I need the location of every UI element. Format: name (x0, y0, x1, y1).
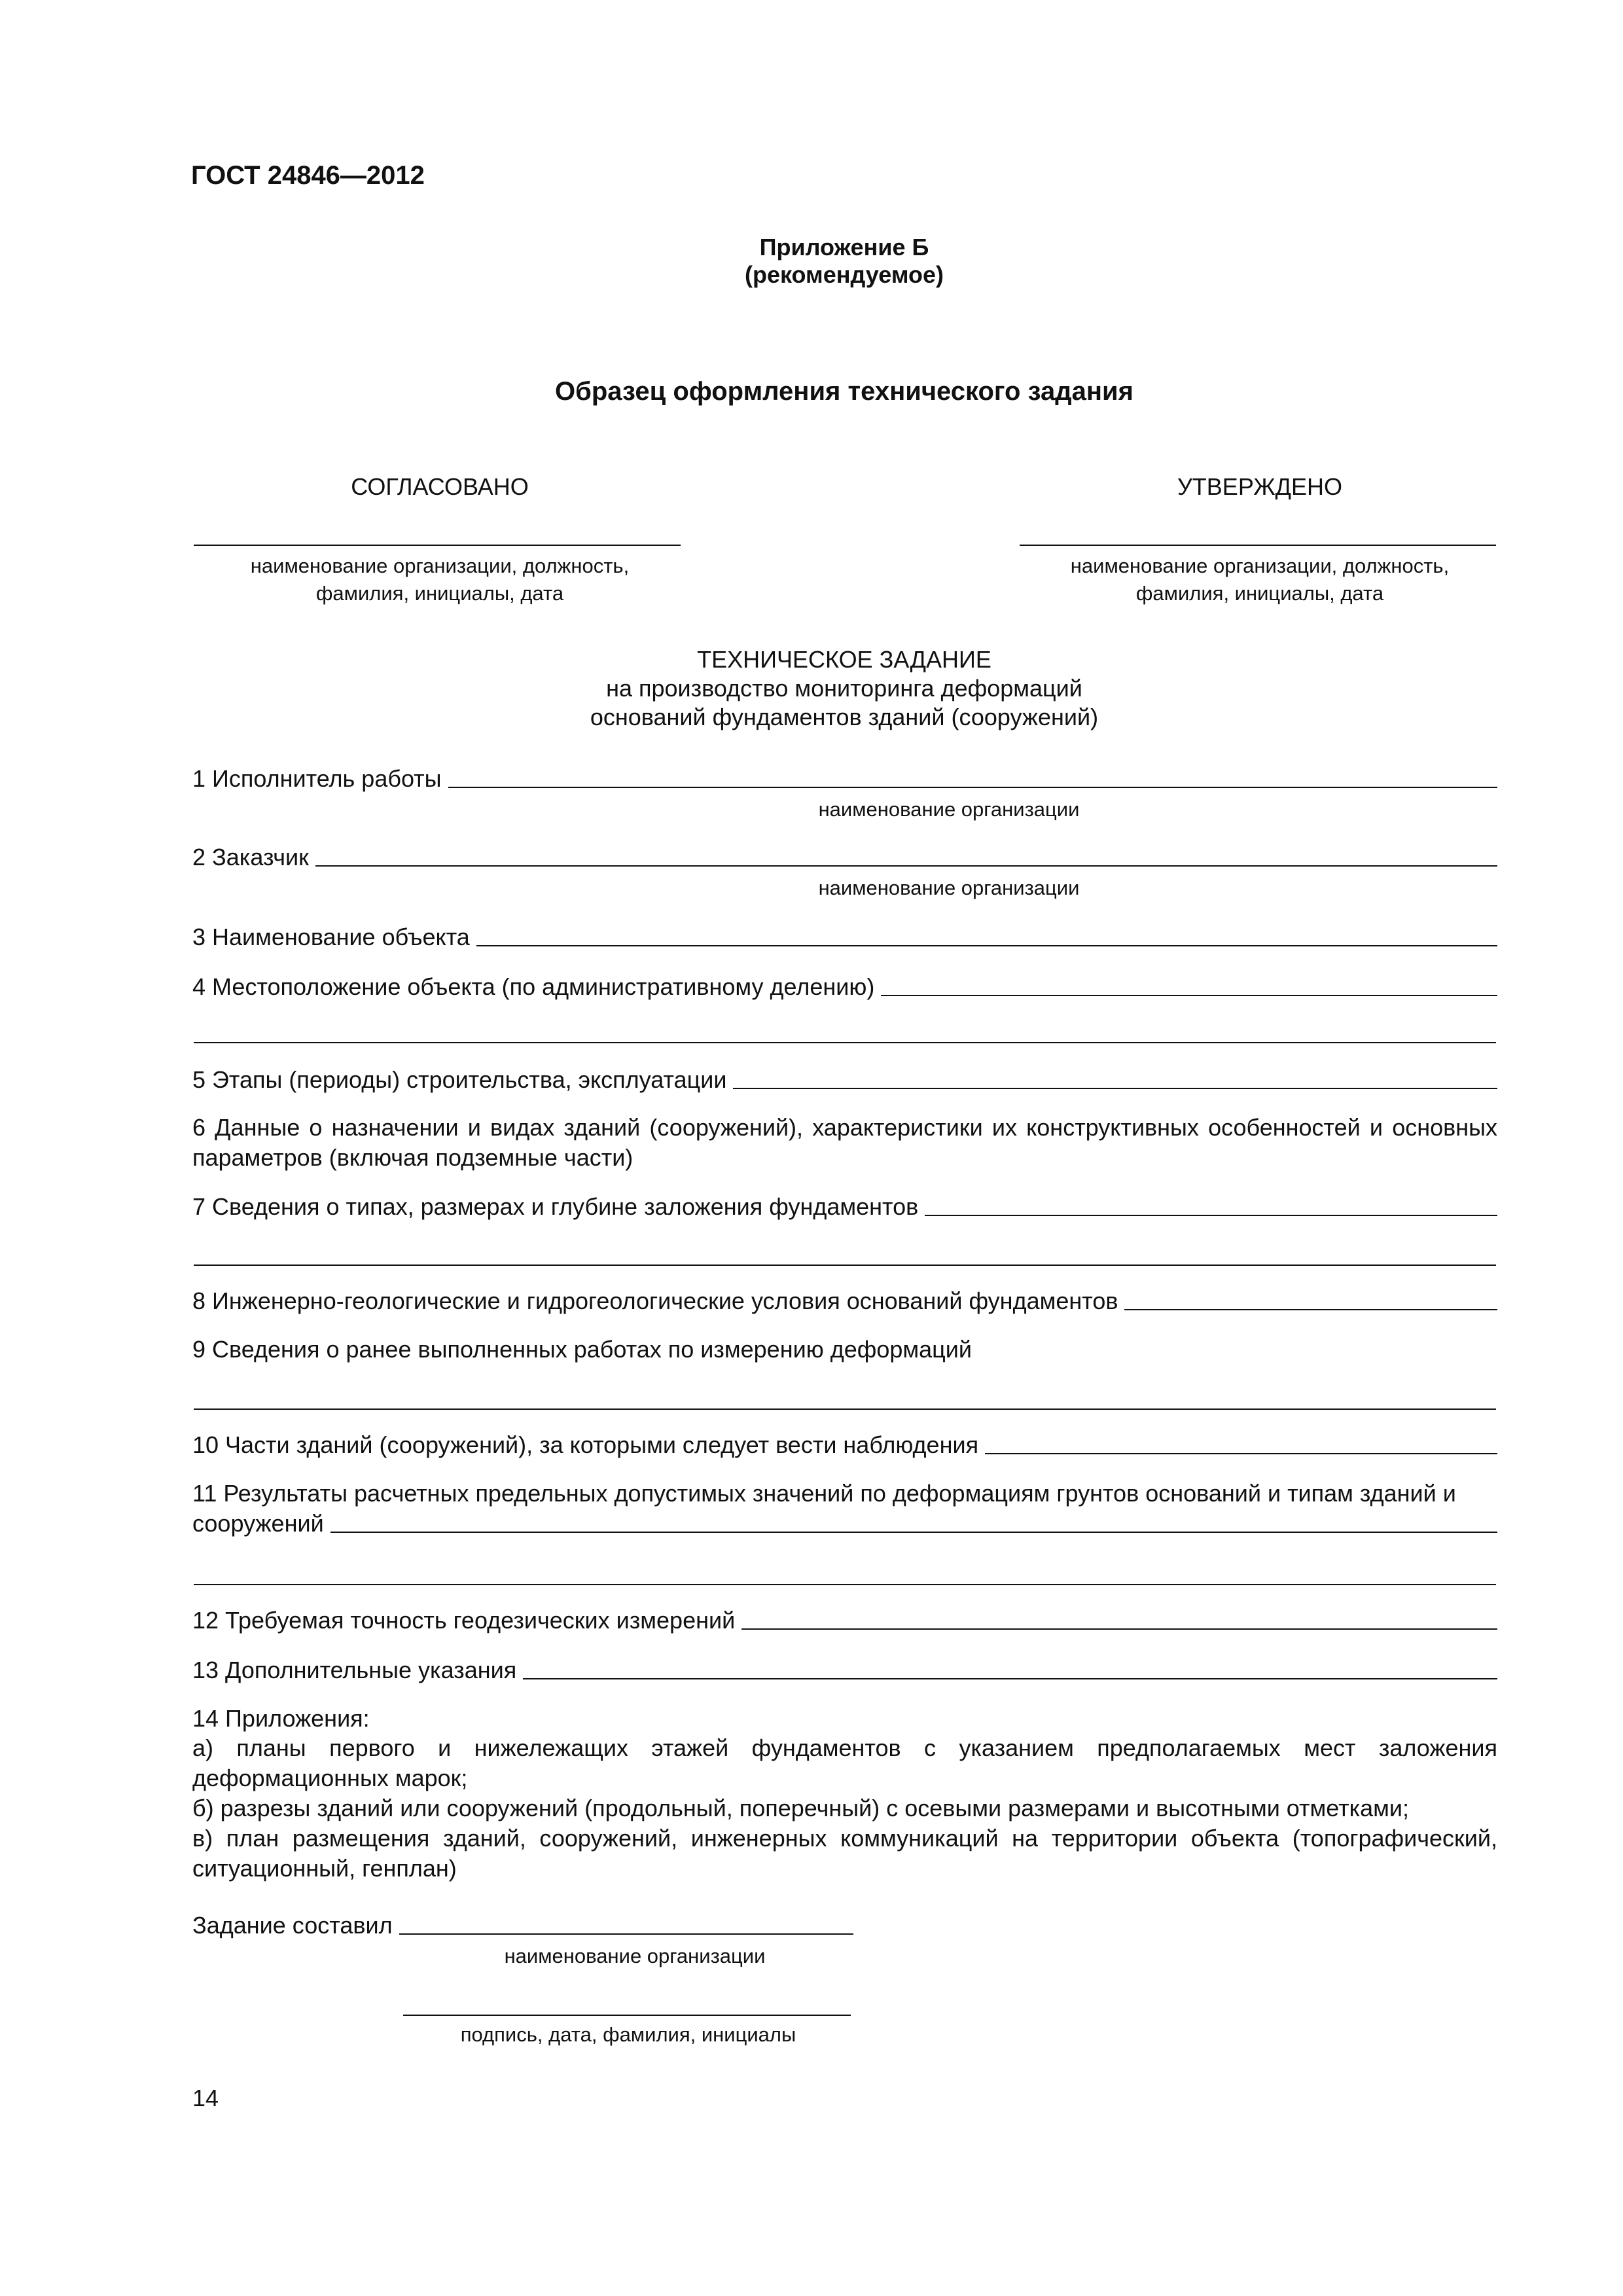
item-14-b: б) разрезы зданий или сооружений (продольный, поперечный) с осевыми размерами и высотными отметками; (192, 1795, 1410, 1821)
approved-right-caption1: наименование организации, должность, (1070, 554, 1450, 577)
item-14-label: 14 Приложения: (192, 1705, 370, 1732)
approved-right-line[interactable] (1020, 545, 1496, 546)
item-7 (192, 1193, 1497, 1221)
approved-right-label: УТВЕРЖДЕНО (1177, 473, 1343, 500)
item-13-field[interactable] (523, 1678, 1497, 1679)
signoff-caption2: подпись, дата, фамилия, инициалы (460, 2023, 796, 2046)
item-4-label: 4 Местоположение объекта (по административному делению) (192, 973, 875, 1000)
item-10-label: 10 Части зданий (сооружений), за которыми следует вести наблюдения (192, 1431, 979, 1458)
item-4-field[interactable] (881, 995, 1497, 996)
item-6-text: 6 Данные о назначении и видах зданий (сооружений), характеристики их конструктивных особенностей и основных параметров (включая подземные части) (192, 1114, 1497, 1171)
item-7-field[interactable] (925, 1215, 1497, 1216)
item-2-label: 2 Заказчик (192, 844, 309, 870)
sample-title: Образец оформления технического задания (555, 377, 1133, 406)
signoff-caption1: наименование организации (504, 1945, 766, 1967)
appendix-note: (рекомендуемое) (745, 261, 944, 288)
signoff-label: Задание составил (192, 1912, 393, 1939)
item-10-field[interactable] (985, 1453, 1497, 1454)
item-12-field[interactable] (741, 1628, 1497, 1630)
item-1-caption: наименование организации (818, 798, 1080, 821)
item-4 (192, 973, 1497, 1001)
signoff (192, 1911, 853, 1940)
item-7-label: 7 Сведения о типах, размерах и глубине заложения фундаментов (192, 1193, 919, 1220)
item-8-label: 8 Инженерно-геологические и гидрогеологические условия оснований фундаментов (192, 1287, 1118, 1314)
item-2-caption: наименование организации (818, 876, 1080, 899)
appendix-title: Приложение Б (759, 234, 929, 260)
signoff-signature-field[interactable] (403, 2015, 851, 2016)
item-5-label: 5 Этапы (периоды) строительства, эксплуатации (192, 1066, 727, 1093)
item-3 (192, 923, 1497, 952)
tz-line3: оснований фундаментов зданий (сооружений) (590, 704, 1099, 730)
signoff-org-field[interactable] (399, 1933, 853, 1935)
item-2 (192, 843, 1497, 872)
item-8-field[interactable] (1124, 1309, 1497, 1310)
item-8 (192, 1287, 1497, 1316)
tz-title: ТЕХНИЧЕСКОЕ ЗАДАНИЕ (697, 646, 991, 673)
item-11-label-cont: сооружений (192, 1510, 324, 1537)
approved-right-caption2: фамилия, инициалы, дата (1135, 582, 1384, 605)
item-11-label: 11 Результаты расчетных предельных допустимых значений по деформациям грунтов оснований и типам зданий и (192, 1480, 1456, 1507)
item-12 (192, 1606, 1497, 1635)
item-1 (192, 764, 1497, 793)
item-10 (192, 1431, 1497, 1460)
item-3-field[interactable] (476, 945, 1497, 946)
item-9-field[interactable] (194, 1408, 1496, 1410)
approved-left-label: СОГЛАСОВАНО (351, 473, 529, 500)
item-5 (192, 1066, 1497, 1094)
item-9-label: 9 Сведения о ранее выполненных работах по измерению деформаций (192, 1336, 972, 1363)
page-number: 14 (192, 2085, 219, 2111)
item-2-field[interactable] (315, 865, 1497, 867)
item-13-label: 13 Дополнительные указания (192, 1657, 517, 1683)
item-12-label: 12 Требуемая точность геодезических измерений (192, 1607, 736, 1634)
item-11-field-extra[interactable] (194, 1584, 1496, 1585)
item-11 (192, 1509, 1497, 1538)
item-11-field[interactable] (330, 1532, 1497, 1533)
item-1-label: 1 Исполнитель работы (192, 765, 442, 792)
standard-number: ГОСТ 24846—2012 (191, 161, 425, 190)
approved-left-caption1: наименование организации, должность, (250, 554, 630, 577)
tz-line2: на производство мониторинга деформаций (606, 675, 1082, 702)
item-5-field[interactable] (733, 1088, 1497, 1089)
item-13 (192, 1656, 1497, 1685)
item-3-label: 3 Наименование объекта (192, 924, 470, 950)
approved-left-caption2: фамилия, инициалы, дата (315, 582, 564, 605)
item-14-a: а) планы первого и нижележащих этажей фундаментов с указанием предполагаемых мест заложения деформационных марок; (192, 1734, 1497, 1791)
approved-left-line[interactable] (194, 545, 681, 546)
item-14-c: в) план размещения зданий, сооружений, инженерных коммуникаций на территории объекта (топографический, ситуационный, генплан) (192, 1825, 1497, 1882)
item-4-field-extra[interactable] (194, 1042, 1496, 1043)
item-7-field-extra[interactable] (194, 1265, 1496, 1266)
item-1-field[interactable] (448, 787, 1497, 788)
